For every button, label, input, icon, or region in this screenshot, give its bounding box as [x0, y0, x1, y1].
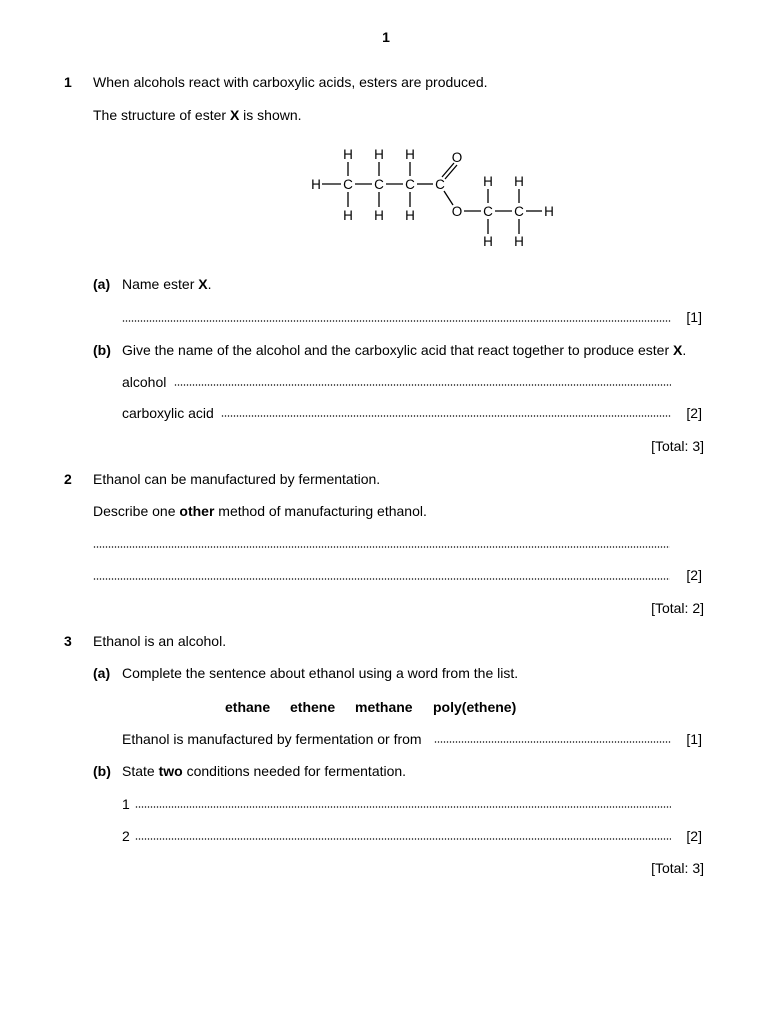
carboxylic-acid-label: carboxylic acid — [122, 405, 214, 421]
q3b-answer-line-2[interactable] — [135, 838, 671, 840]
q1-structure-text — [93, 107, 302, 123]
q1-structure-pre: The structure of ester — [93, 107, 230, 123]
q3b-answer-line-1[interactable] — [135, 806, 671, 808]
atom-h: H — [343, 147, 353, 162]
q2-number: 2 — [64, 471, 72, 487]
word-list-item: ethene — [290, 699, 336, 715]
q1a-text-post: . — [207, 276, 212, 292]
q3b-text-bold: two — [158, 763, 183, 779]
q2-answer-line-2[interactable] — [93, 578, 670, 580]
atom-c: C — [374, 177, 384, 192]
atom-c: C — [343, 177, 353, 192]
q2-intro: Ethanol can be manufactured by fermentation. — [93, 471, 381, 487]
q1b-text-post: . — [682, 342, 687, 358]
atom-h: H — [405, 208, 415, 223]
q1b-label: (b) — [93, 342, 111, 358]
q3a-label: (a) — [93, 665, 111, 681]
q1a-label: (a) — [93, 276, 111, 292]
q2-answer-line-1[interactable] — [93, 546, 670, 548]
q3b-text-pre: State — [122, 763, 159, 779]
q2-describe — [93, 503, 427, 519]
word-list-item: methane — [355, 699, 413, 715]
q1b-marks: [2] — [686, 405, 702, 421]
q3-number: 3 — [64, 633, 72, 649]
atom-h: H — [514, 234, 524, 249]
q3-intro: Ethanol is an alcohol. — [93, 633, 227, 649]
q1a-text-pre: Name ester — [122, 276, 199, 292]
q2-total: [Total: 2] — [651, 600, 704, 616]
atom-h: H — [374, 147, 384, 162]
q1a-text — [122, 276, 211, 292]
alcohol-answer-line[interactable] — [174, 384, 671, 386]
atom-h: H — [343, 208, 353, 223]
atom-o: O — [451, 150, 463, 165]
ester-x-structure — [305, 145, 565, 255]
q3b-label: (b) — [93, 763, 111, 779]
q3a-marks: [1] — [686, 731, 702, 747]
atom-c: C — [405, 177, 415, 192]
q3b-line-number-1: 1 — [122, 796, 130, 812]
q3b-text — [122, 763, 406, 779]
q1-structure-post: is shown. — [239, 107, 302, 123]
q1a-answer-line[interactable] — [122, 320, 671, 322]
q1b-text — [122, 342, 686, 358]
q2-marks: [2] — [686, 567, 702, 583]
q3b-marks: [2] — [686, 828, 702, 844]
q1-ester-letter: X — [229, 107, 240, 123]
q3b-line-number-2: 2 — [122, 828, 130, 844]
q1a-letter: X — [198, 276, 208, 292]
atom-h: H — [311, 177, 321, 192]
atom-c: C — [483, 204, 493, 219]
atom-c: C — [435, 177, 445, 192]
q3b-text-post: conditions needed for fermentation. — [182, 763, 407, 779]
atom-h: H — [483, 174, 493, 189]
q2-describe-pre: Describe one — [93, 503, 180, 519]
q1-number: 1 — [64, 74, 72, 90]
q3a-text: Complete the sentence about ethanol using a word from the list. — [122, 665, 519, 681]
q3a-sentence: Ethanol is manufactured by fermentation or from — [122, 731, 422, 747]
q1b-text-pre: Give the name of the alcohol and the carboxylic acid that react together to produce ester — [122, 342, 673, 358]
atom-h: H — [514, 174, 524, 189]
atom-h: H — [405, 147, 415, 162]
word-list-item: poly(ethene) — [433, 699, 517, 715]
atom-h: H — [483, 234, 493, 249]
q3-total: [Total: 3] — [651, 860, 704, 876]
atom-c: C — [514, 204, 524, 219]
atom-h: H — [374, 208, 384, 223]
q1-total: [Total: 3] — [651, 438, 704, 454]
word-list-item: ethane — [225, 699, 271, 715]
carboxylic-acid-answer-line[interactable] — [221, 415, 671, 417]
q2-describe-post: method of manufacturing ethanol. — [214, 503, 427, 519]
q2-describe-bold: other — [179, 503, 215, 519]
page-number: 1 — [382, 29, 390, 45]
atom-o: O — [451, 204, 463, 219]
alcohol-label: alcohol — [122, 374, 167, 390]
q3a-answer-line[interactable] — [434, 741, 671, 743]
q1-intro: When alcohols react with carboxylic acids, esters are produced. — [93, 74, 488, 90]
atom-h: H — [544, 204, 554, 219]
q1b-letter: X — [673, 342, 683, 358]
q1a-marks: [1] — [686, 309, 702, 325]
